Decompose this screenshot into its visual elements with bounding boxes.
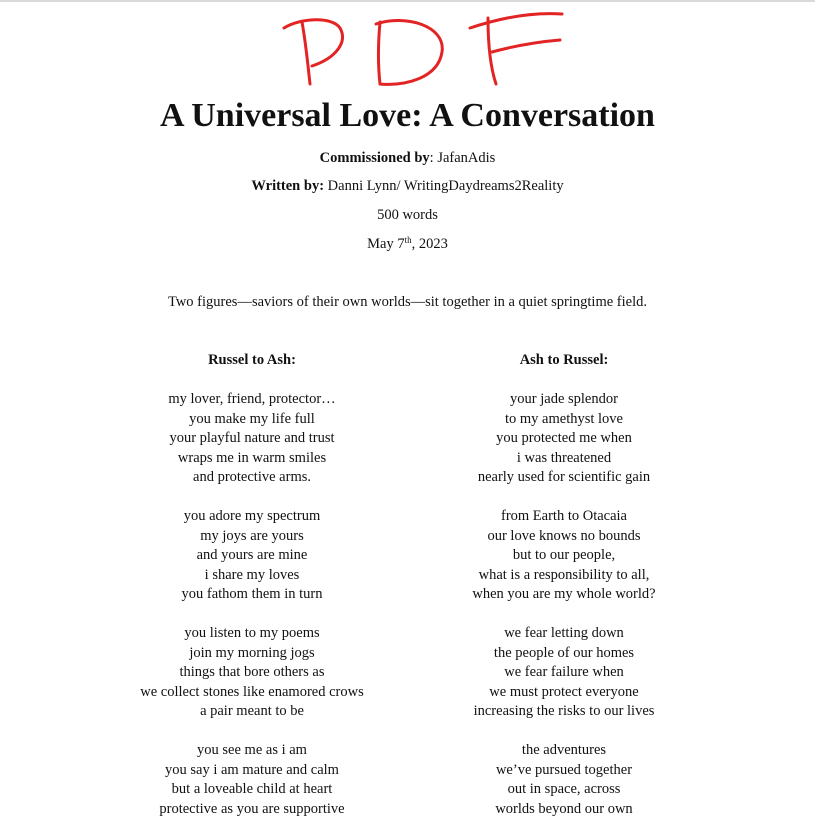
poem-line: we must protect everyone [489,683,639,700]
stamp-letter-f-mid [492,40,560,52]
poem-line: we fear letting down [504,625,624,641]
stamp-letter-d [379,22,381,84]
poem-line: but a loveable child at heart [171,781,333,797]
date-month-day: May 7 [367,236,405,252]
poem-line: out in space, across [507,781,621,797]
poem-line: we fear failure when [504,664,624,680]
written-by-label: Written by: [251,178,325,194]
poem-line: things that bore others as [179,664,325,680]
poem-line: a pair meant to be [200,703,304,719]
commissioned-by-line [0,149,815,167]
poem-line: you fathom them in turn [181,586,323,602]
document-title: A Universal Love: A Conversation [160,97,655,134]
stanza [102,624,402,722]
stanza [102,390,402,488]
intro-paragraph: Two figures—saviors of their own worlds—sit together in a quiet springtime field. [167,294,647,310]
poem-line: i was threatened [516,449,612,466]
date-ordinal-suffix: th [404,235,412,245]
poem-line: you make my life full [189,410,315,427]
stanza [414,507,714,605]
poem-line: join my morning jogs [189,644,315,661]
stanza-list-ash [414,390,714,818]
pdf-handwritten-stamp [270,8,570,90]
column-heading-ash: Ash to Russel: [519,352,609,368]
stanza [102,507,402,605]
poem-line: you protected me when [496,430,632,446]
poem-line: nearly used for scientific gain [477,469,651,485]
stamp-letter-p-bowl [284,20,342,66]
commissioned-by-separator: : [429,150,438,166]
poem-line: increasing the risks to our lives [473,703,655,719]
poem-line: wraps me in warm smiles [177,449,327,466]
column-heading-russel: Russel to Ash: [208,352,296,368]
commissioned-by-value: JafanAdis [437,150,496,166]
poem-line: and yours are mine [196,547,308,563]
written-by-line [0,177,815,195]
poem-line: the adventures [521,742,607,758]
poem-line: we collect stones like enamored crows [140,683,364,700]
poem-line: what is a responsibility to all, [478,566,650,583]
poem-line: from Earth to Otacaia [500,508,627,524]
stamp-letter-p [302,22,310,84]
commissioned-by-label: Commissioned by [319,150,430,166]
stanza [414,390,714,488]
poem-line: protective as you are supportive [159,800,345,817]
document-date [0,235,815,253]
stanza [102,741,402,818]
poem-line: and protective arms. [193,469,311,485]
stamp-letter-f-top [470,14,562,28]
word-count: 500 words [377,207,438,223]
poem-line: you listen to my poems [184,625,320,641]
poem-line: you say i am mature and calm [165,761,339,778]
stamp-letter-d-bowl [376,20,442,84]
written-by-value: Danni Lynn/ WritingDaydreams2Reality [324,178,564,194]
date-year: , 2023 [411,236,448,252]
stanza-list-russel [102,390,402,818]
poem-line: to my amethyst love [505,410,623,427]
poem-line: worlds beyond our own [495,800,633,817]
poem-column-russel [102,351,402,818]
poem-line: i share my loves [204,566,300,583]
poem-line: your playful nature and trust [169,430,335,446]
poem-line: you see me as i am [197,742,307,758]
stanza [414,741,714,818]
poem-line: you adore my spectrum [183,508,321,524]
poem-line: the people of our homes [493,644,635,661]
poem-line: our love knows no bounds [487,527,641,544]
stanza [414,624,714,722]
poem-line: my lover, friend, protector… [168,391,336,407]
poem-line: my joys are yours [200,527,304,544]
poem-column-ash [414,351,714,818]
poem-line: we’ve pursued together [495,761,633,778]
poem-line: your jade splendor [510,391,618,407]
poem-line: when you are my whole world? [472,586,656,602]
poem-line: but to our people, [512,547,616,563]
